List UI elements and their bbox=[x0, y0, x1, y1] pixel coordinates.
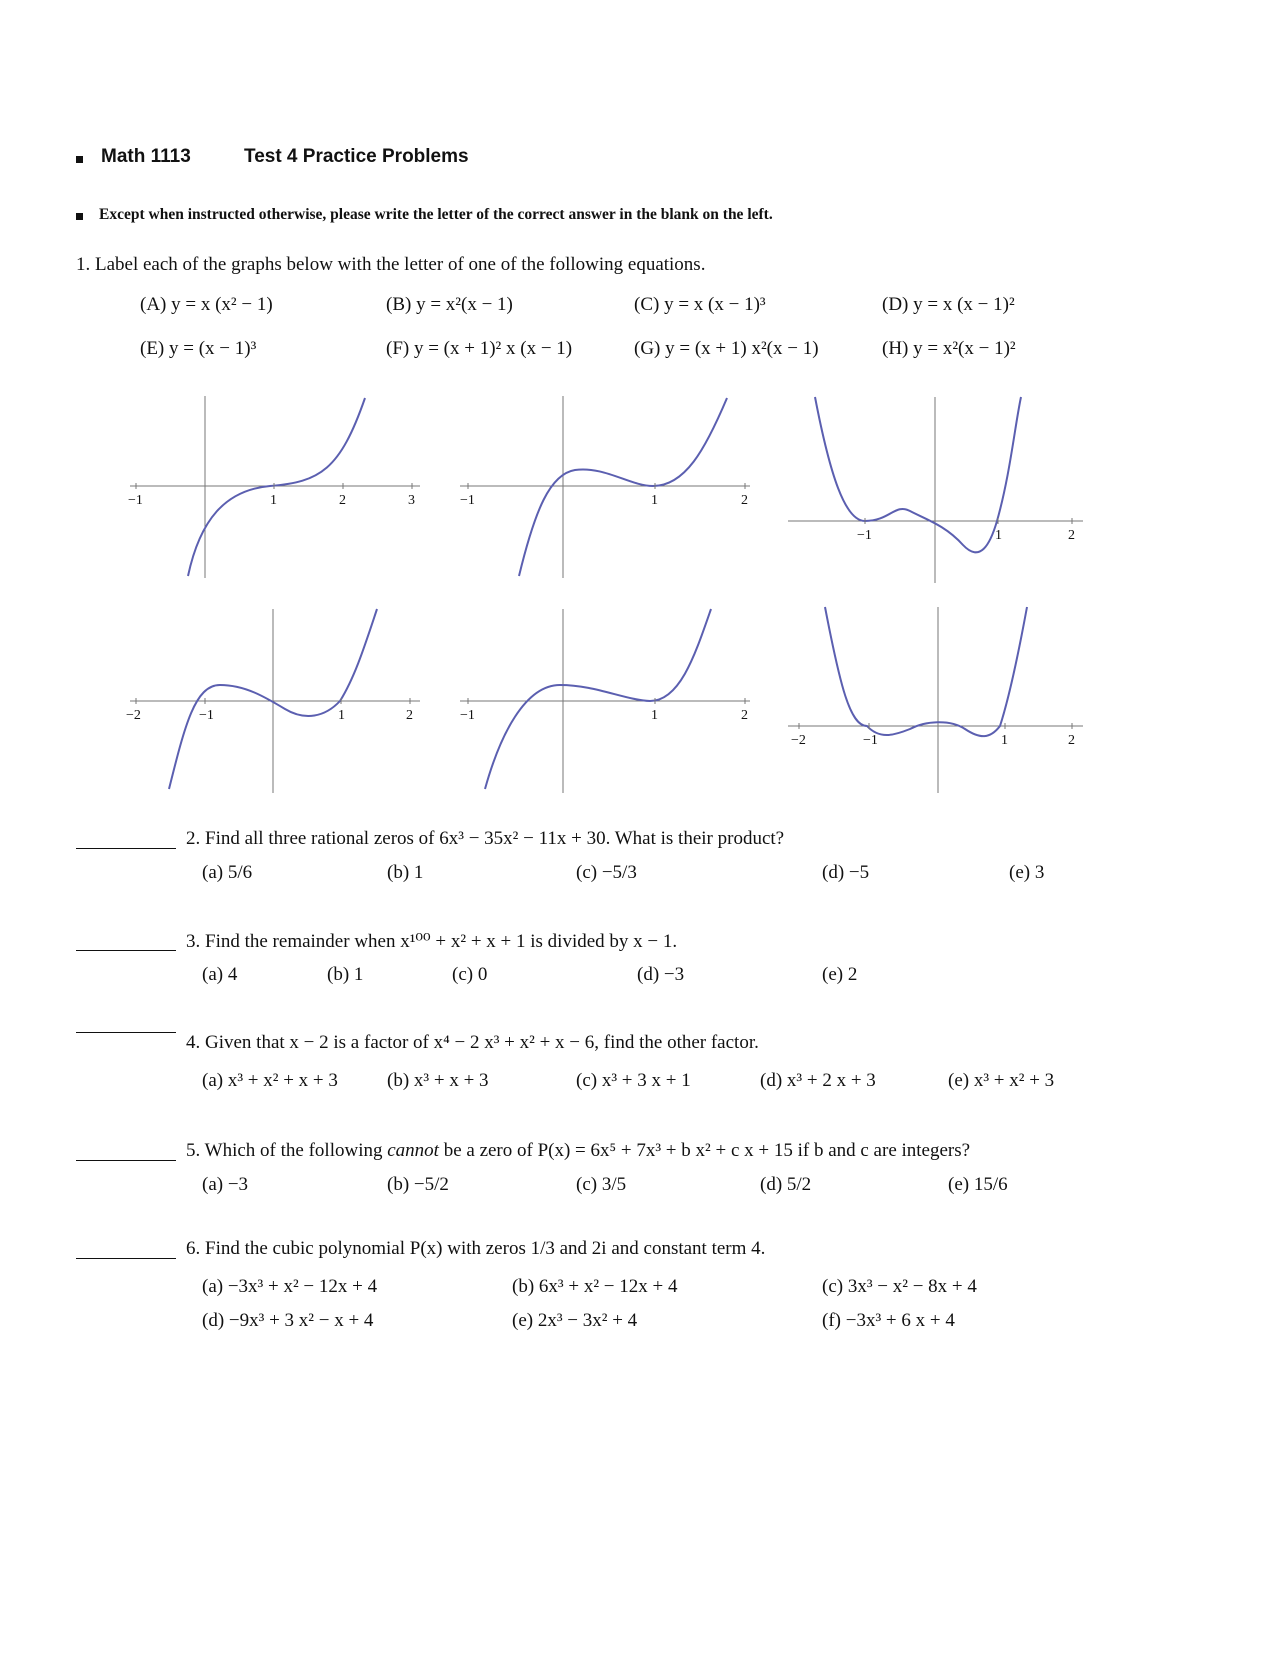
q4-option-a: (a) x³ + x² + x + 3 bbox=[202, 1070, 338, 1091]
equation-a: (A) y = x (x² − 1) bbox=[140, 294, 273, 315]
tick-label: 2 bbox=[741, 493, 748, 508]
q6-option-f: (f) −3x³ + 6 x + 4 bbox=[822, 1310, 955, 1331]
q3-option-c: (c) 0 bbox=[452, 964, 488, 985]
q4-option-b: (b) x³ + x + 3 bbox=[387, 1070, 489, 1091]
curve bbox=[485, 609, 711, 789]
tick-label: 1 bbox=[1001, 733, 1008, 748]
equation-c: (C) y = x (x − 1)³ bbox=[634, 294, 766, 315]
q5-prompt-emphasis: cannot bbox=[387, 1140, 439, 1161]
tick-label: 2 bbox=[1068, 733, 1075, 748]
equation-h: (H) y = x²(x − 1)² bbox=[882, 338, 1016, 359]
q5-option-b: (b) −5/2 bbox=[387, 1174, 449, 1195]
equation-g: (G) y = (x + 1) x²(x − 1) bbox=[634, 338, 819, 359]
q2-option-e: (e) 3 bbox=[1009, 862, 1045, 883]
answer-blank-4[interactable] bbox=[76, 1032, 176, 1033]
tick-label: −2 bbox=[791, 733, 806, 748]
graph-3 bbox=[785, 395, 1085, 585]
answer-blank-2[interactable] bbox=[76, 848, 176, 849]
q3-option-b: (b) 1 bbox=[327, 964, 364, 985]
answer-blank-6[interactable] bbox=[76, 1258, 176, 1259]
q2-prompt: 2. Find all three rational zeros of 6x³ − 35x² − 11x + 30. What is their product? bbox=[186, 828, 785, 849]
q5-prompt bbox=[186, 1140, 970, 1162]
instructions-bullet bbox=[76, 213, 83, 220]
q5-option-a: (a) −3 bbox=[202, 1174, 249, 1195]
tick-label: 1 bbox=[651, 493, 658, 508]
q5-option-c: (c) 3/5 bbox=[576, 1174, 627, 1195]
equation-e: (E) y = (x − 1)³ bbox=[140, 338, 257, 359]
graph-5 bbox=[455, 605, 755, 795]
curve bbox=[825, 607, 1027, 736]
q3-option-a: (a) 4 bbox=[202, 964, 238, 985]
tick-label: −1 bbox=[460, 493, 475, 508]
graph-1 bbox=[125, 390, 425, 580]
tick-label: 1 bbox=[338, 708, 345, 723]
tick-label: 2 bbox=[339, 493, 346, 508]
q5-prompt-post: be a zero of P(x) = 6x⁵ + 7x³ + b x² + c x + 15 if b and c are integers? bbox=[438, 1140, 971, 1161]
tick-label: 3 bbox=[408, 493, 415, 508]
tick-label: 1 bbox=[651, 708, 658, 723]
tick-label: 2 bbox=[741, 708, 748, 723]
graph-6 bbox=[785, 605, 1085, 795]
page-title: Test 4 Practice Problems bbox=[244, 146, 469, 167]
q6-prompt: 6. Find the cubic polynomial P(x) with zeros 1/3 and 2i and constant term 4. bbox=[186, 1238, 766, 1259]
graph-2 bbox=[455, 390, 755, 580]
q6-option-d: (d) −9x³ + 3 x² − x + 4 bbox=[202, 1310, 374, 1331]
curve bbox=[519, 398, 727, 576]
instructions: Except when instructed otherwise, please write the letter of the correct answer in the blank on the left. bbox=[99, 206, 773, 223]
tick-label: −2 bbox=[126, 708, 141, 723]
curve bbox=[815, 397, 1021, 552]
q2-option-d: (d) −5 bbox=[822, 862, 870, 883]
q6-option-a: (a) −3x³ + x² − 12x + 4 bbox=[202, 1276, 378, 1297]
header-bullet bbox=[76, 156, 83, 163]
q3-option-e: (e) 2 bbox=[822, 964, 858, 985]
q2-option-a: (a) 5/6 bbox=[202, 862, 253, 883]
graph-4 bbox=[125, 605, 425, 795]
tick-label: −1 bbox=[857, 528, 872, 543]
tick-label: 1 bbox=[270, 493, 277, 508]
tick-label: −1 bbox=[199, 708, 214, 723]
q3-prompt: 3. Find the remainder when x¹⁰⁰ + x² + x + 1 is divided by x − 1. bbox=[186, 931, 678, 952]
q1-prompt: 1. Label each of the graphs below with the letter of one of the following equations. bbox=[76, 254, 706, 275]
q4-option-e: (e) x³ + x² + 3 bbox=[948, 1070, 1055, 1091]
curve bbox=[188, 398, 365, 576]
equation-b: (B) y = x²(x − 1) bbox=[386, 294, 513, 315]
q6-option-e: (e) 2x³ − 3x² + 4 bbox=[512, 1310, 638, 1331]
q2-option-b: (b) 1 bbox=[387, 862, 424, 883]
course-title: Math 1113 bbox=[101, 146, 191, 167]
tick-label: 2 bbox=[406, 708, 413, 723]
q2-option-c: (c) −5/3 bbox=[576, 862, 637, 883]
q4-option-c: (c) x³ + 3 x + 1 bbox=[576, 1070, 691, 1091]
answer-blank-3[interactable] bbox=[76, 950, 176, 951]
q4-prompt: 4. Given that x − 2 is a factor of x⁴ − 2 x³ + x² + x − 6, find the other factor. bbox=[186, 1032, 759, 1053]
q3-option-d: (d) −3 bbox=[637, 964, 685, 985]
q4-option-d: (d) x³ + 2 x + 3 bbox=[760, 1070, 876, 1091]
tick-label: −1 bbox=[863, 733, 878, 748]
q6-option-c: (c) 3x³ − x² − 8x + 4 bbox=[822, 1276, 977, 1297]
q5-option-d: (d) 5/2 bbox=[760, 1174, 812, 1195]
answer-blank-5[interactable] bbox=[76, 1160, 176, 1161]
tick-label: 2 bbox=[1068, 528, 1075, 543]
tick-label: −1 bbox=[460, 708, 475, 723]
q5-prompt-pre: 5. Which of the following bbox=[186, 1140, 388, 1161]
tick-label: −1 bbox=[128, 493, 143, 508]
equation-f: (F) y = (x + 1)² x (x − 1) bbox=[386, 338, 573, 359]
tick-label: 1 bbox=[995, 528, 1002, 543]
equation-d: (D) y = x (x − 1)² bbox=[882, 294, 1015, 315]
q6-option-b: (b) 6x³ + x² − 12x + 4 bbox=[512, 1276, 678, 1297]
q5-option-e: (e) 15/6 bbox=[948, 1174, 1008, 1195]
